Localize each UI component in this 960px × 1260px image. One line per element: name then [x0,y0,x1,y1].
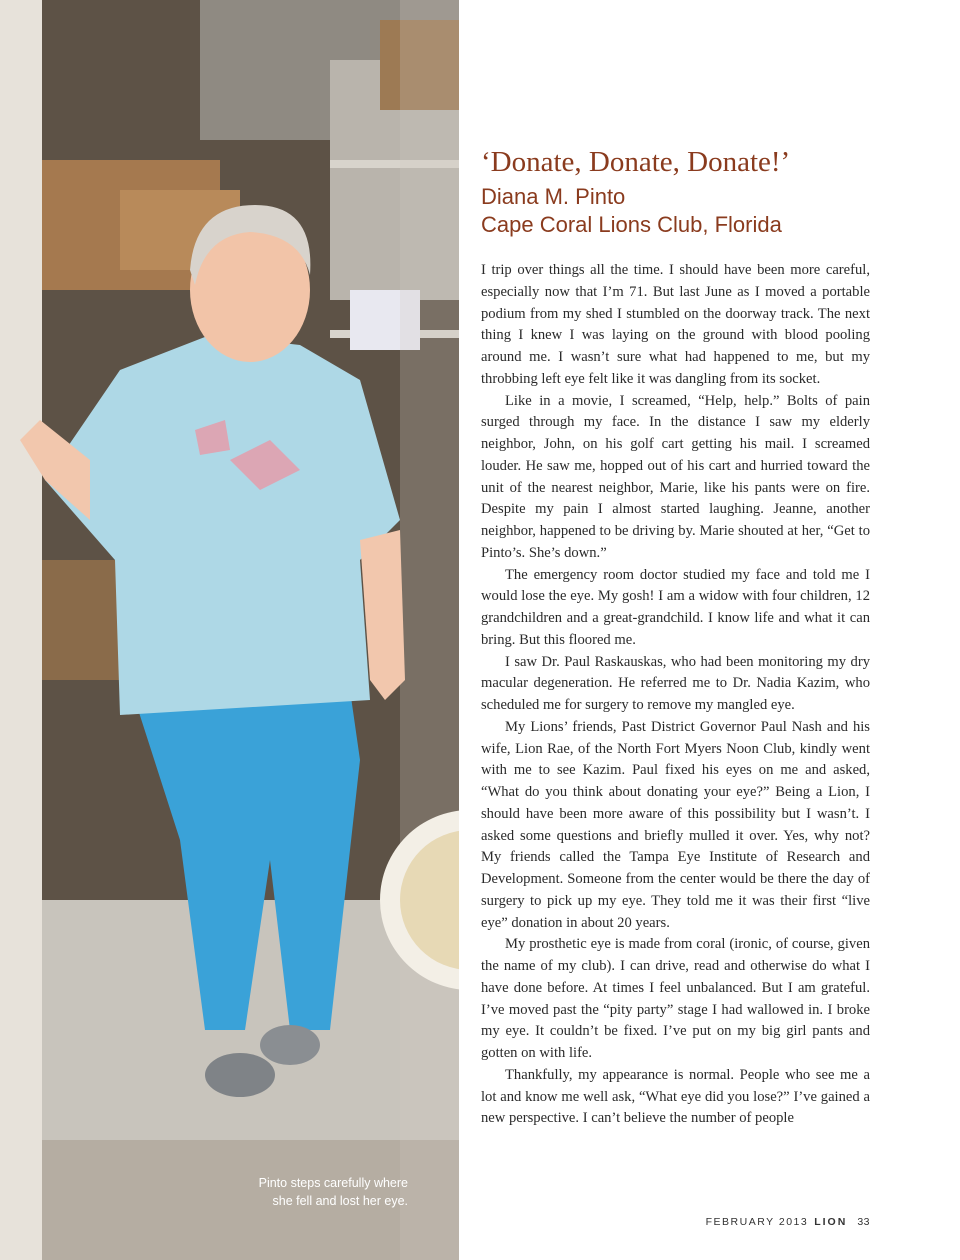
paragraph-6: My prosthetic eye is made from coral (ironic, of course, given the name of my club). I can drive, read and otherwise do what I have done before. At times I feel unbalanced. But I am grateful. I’ve moved past the “pity party” stage I had wallowed in. I broke my eye. It couldn’t be fixed. I’ve put on my big girl pants and gotten on with life. [481,936,870,1061]
caption-line-2: she fell and lost her eye. [272,1194,408,1208]
paragraph-5: My Lions’ friends, Past District Governor Paul Nash and his wife, Lion Rae, of the North Fort Myers Noon Club, kindly went with me to see Kazim. Paul fixed his eyes on me and asked, “What do you think about donating your eye?” Being a Lion, I should have been more aware of this possibility but I wasn’t. I asked some questions and briefly mulled it over. Yes, why not? My friends called the Tampa Eye Institute of Research and Development. Someone from the center would be there the day of surgery to pick up my eye. They told me it was their first “live eye” donation in about 20 years. [481,718,870,931]
paragraph-1: I trip over things all the time. I should have been more careful, especially now that I’m 71. But last June as I moved a portable podium from my shed I stumbled on the doorway track. The next thing I knew I was laying on the ground with blood pooling around me. I wasn’t sure what had happened to me, but my throbbing left eye felt like it was dangling from its socket. [481,262,870,387]
folio-date: FEBRUARY 2013 [705,1216,809,1228]
article-body [481,260,870,1130]
paragraph-2: Like in a movie, I screamed, “Help, help.” Bolts of pain surged through my face. In the distance I saw my elderly neighbor, John, on his golf cart getting his mail. I screamed louder. He saw me, hopped out of his cart and hurried toward the unit of the nearest neighbor, Marie, like his pants were on fire. Despite my pain I almost started laughing. Jeanne, another neighbor, happened to be driving by. Marie shouted at her, “Get to Pinto’s. She’s down.” [481,392,870,561]
article-club: Cape Coral Lions Club, Florida [481,212,782,237]
paragraph-4: I saw Dr. Paul Raskauskas, who had been monitoring my dry macular degeneration. He referred me to Dr. Nadia Kazim, who scheduled me for surgery to remove my mangled eye. [481,653,870,713]
article-title: ‘Donate, Donate, Donate!’ [481,146,791,178]
folio-magazine: LION [814,1216,848,1228]
caption-line-1: Pinto steps carefully where [258,1176,408,1190]
paragraph-7: Thankfully, my appearance is normal. People who see me a lot and know me well ask, “What eye did you lose?” I’ve gained a new perspective. I can’t believe the number of people [481,1066,870,1127]
paragraph-3: The emergency room doctor studied my face and told me I would lose the eye. My gosh! I am a widow with four children, 12 grandchildren and a great-grandchild. I know life and what it can bring. But this floored me. [481,566,870,648]
photo-caption [230,1174,408,1210]
article-author: Diana M. Pinto [481,184,626,209]
photo-illustration [0,0,459,1260]
page-number: 33 [857,1216,870,1228]
page-folio [675,1216,870,1228]
article-photo [0,0,459,1260]
